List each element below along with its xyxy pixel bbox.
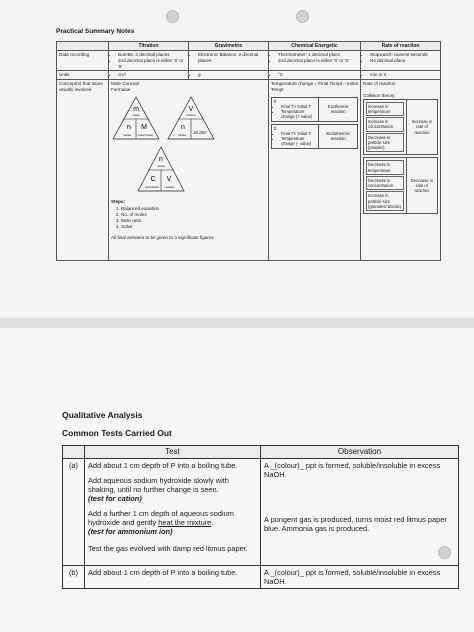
observation: A pungent gas is produced, turns moist red litmus paper blue. Ammonia gas is produced. [264,514,447,533]
tri2-top: V [188,105,194,113]
tri3-br: V [166,175,172,183]
row-label: (b) [63,566,85,589]
rate-down-item: Decrease in temperature [366,160,404,175]
unit-titration: • cm³ [118,72,186,78]
tri1-bl-sub: moles [122,132,132,137]
list-item: • Final T> Initial T [281,104,316,109]
energetic-data-list [271,52,358,63]
header-row [63,446,459,459]
test-step: Add about 1 cm depth of P into a boiling tube. [85,566,261,589]
formula-triangles [111,95,261,195]
endo-table [271,124,358,149]
endo-result: Endothermic reaction [319,124,358,148]
test-cell [85,458,261,565]
list-item: • Stopwatch: nearest seconds [370,52,438,58]
list-item: • Final T< Initial T [281,131,316,136]
underlined-text: heat the mixture [158,517,212,527]
exo-result: Exothermic reaction [319,97,358,121]
tri2-top-sub: volume [186,112,196,117]
header-test: Test [85,446,261,459]
test-step-text: Add a further 1 cm depth of aqueous sodium hydroxide and gently [88,508,234,527]
row-label: (a) [63,458,85,565]
mass-triangle [113,97,159,139]
gravimetric-data-list [191,52,266,63]
header-gravimetric: Gravimetric [189,42,269,51]
test-step: Test the gas evolved with damp red litmus paper. [88,543,248,553]
page-divider [0,318,474,328]
header-titration: Titration [109,42,189,51]
tri3-br-sub: volume [165,184,175,189]
list-item: 1. Balanced equation [121,206,266,212]
rate-down-item: Increase in particle size (granules/ blocks) [366,191,404,211]
list-item: 3. Mole ratio [121,218,266,224]
tri3-top-sub: moles [156,163,166,168]
endo-cond: If [274,125,277,131]
steps-list [111,206,266,229]
list-item: 4. Solve [121,224,266,230]
table-row [63,458,459,565]
rate-up-item: Decrease in particle size (powder) [366,133,404,153]
energetic-formula: Temperature change = Final Tempt – Initial Tempt [271,81,358,92]
observation: A _(colour)_ ppt is formed, soluble/insoluble in excess NaOH. [261,566,459,589]
rate-down-result: Decrease in rate of reaction [406,158,437,214]
header-energetic: Chemical Energetic [269,42,361,51]
punch-hole [296,10,309,23]
tri1-top-sub: mass [132,112,140,117]
steps-label: Steps: [111,198,126,204]
collision-theory: Collision theory [363,92,395,98]
section-heading: Qualitative Analysis [62,410,143,420]
test-step: Add about 1 cm depth of P into a boiling tube. [88,460,238,470]
units-label: Units [57,71,109,80]
list-item: • No decimal place [370,58,438,64]
tri1-top: m [133,105,139,113]
tri2-bl-sub: moles [177,132,187,137]
header-row [57,42,441,51]
rate-down-item: Decrease in concentration [366,176,404,191]
concept-row [57,80,441,261]
volume-triangle [168,97,214,139]
list-item: • Temperature change (+ value) [281,109,316,120]
header-observation: Observation [261,446,459,459]
tri2-bl: n [181,123,185,131]
tri3-bl-sub: concentration [144,185,160,189]
unit-rate: • min or s [370,72,438,78]
tri3-top: n [159,155,163,163]
final-note: All final answers to be given to 3 significant figures. [111,235,215,241]
rate-data-list [363,52,438,63]
tests-table [62,445,459,589]
list-item: 2. No. of moles [121,212,266,218]
titration-concept-cell [109,80,269,261]
test-note: (test for ammonium ion) [88,526,173,536]
table-row [63,566,459,589]
rate-up-item: Increase in temperature [366,102,404,117]
punch-hole [166,10,179,23]
test-step: Add a further 1 cm depth of aqueous sodium hydroxide and gently heat the mixture. [88,508,234,527]
tri3-bl: C [150,175,156,183]
tri1-br: M [141,123,147,131]
rate-down-table [363,157,438,214]
rate-up-item: Increase in concentration [366,117,404,132]
unit-energetic: • °C [278,72,358,78]
concept-label: Concept(s) that is/are usually involved [57,80,109,261]
unit-gravimetric: • g [198,72,266,78]
rate-formula: Rate of reaction [363,81,396,87]
titration-data-list [111,52,186,69]
exo-table [271,97,358,122]
data-recording-label: Data recording [57,51,109,71]
list-item: • 2nd decimal place is either '0' or '5' [278,58,358,64]
tri2-br: 24 dm³ [193,129,207,135]
list-item: • Thermometer: 1 decimal place [278,52,358,58]
observation-cell [261,458,459,565]
observation: A _(colour)_ ppt is formed, soluble/insoluble in excess NaOH. [264,460,441,479]
list-item: • Burette: 2 decimal places [118,52,186,58]
rate-concept-cell [361,80,441,261]
list-item: • Electronic Balance: 2 decimal places [198,52,266,63]
titration-concept: Mole Concept Formulae [111,81,140,92]
exo-cond: If [274,98,277,104]
tri1-bl: n [127,123,131,131]
header-blank [57,42,109,51]
test-step: Add aqueous sodium hydroxide slowly with shaking, until no further change is seen. [88,475,229,494]
header-rate: Rate of reaction [361,42,441,51]
rate-up-table [363,99,438,156]
energetic-concept-cell [269,80,361,261]
test-note: (test for cation) [88,493,142,503]
list-item: • Temperature change (- value) [281,136,316,147]
section-subheading: Common Tests Carried Out [62,428,172,438]
data-recording-row [57,51,441,71]
list-item: • 2nd decimal place is either '0' or '5' [118,58,186,69]
units-row [57,71,441,80]
concentration-triangle [138,147,184,191]
summary-table [56,41,441,261]
page-title: Practical Summary Notes [56,28,135,35]
tri1-br-sub: molar mass [137,132,153,137]
rate-up-result: Increase in rate of reaction [406,99,437,155]
